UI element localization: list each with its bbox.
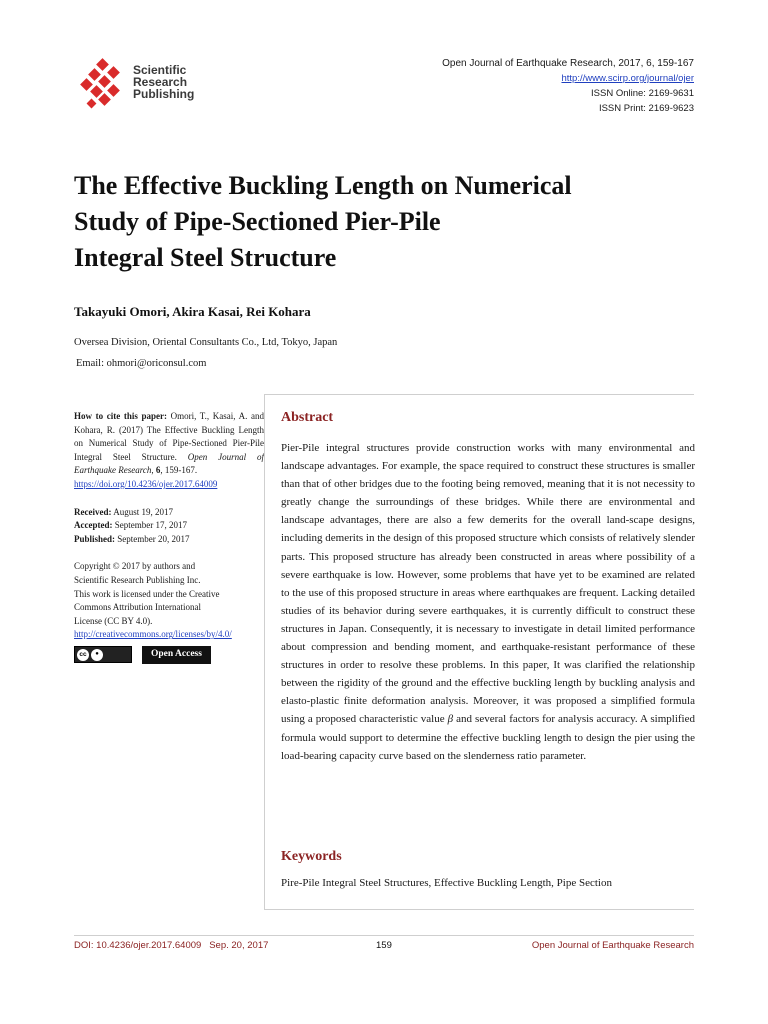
abstract-body	[281, 439, 695, 765]
issn-print: ISSN Print: 2169-9623	[598, 103, 694, 114]
cite-sep: ,	[151, 465, 156, 476]
received-date: August 19, 2017	[111, 506, 173, 517]
title-line-2: Study of Pipe-Sectioned Pier-Pile	[74, 207, 441, 236]
publisher-name	[133, 64, 194, 100]
title-line-3: Integral Steel Structure	[74, 243, 337, 272]
abstract-top-rule	[264, 394, 694, 395]
publisher-name-line-2: Research	[133, 75, 188, 89]
authors: Takayuki Omori, Akira Kasai, Rei Kohara	[74, 304, 311, 319]
license-line-3: License (CC BY 4.0).	[74, 615, 153, 626]
person-icon: ●	[91, 649, 103, 661]
publisher-name-line-1: Scientific	[133, 63, 187, 77]
badges	[74, 646, 264, 664]
journal-url-link[interactable]: http://www.scirp.org/journal/ojer	[561, 73, 694, 84]
dates	[74, 506, 264, 547]
footer-doi: DOI: 10.4236/ojer.2017.64009	[74, 940, 202, 951]
license-url-link[interactable]: http://creativecommons.org/licenses/by/4.0/	[74, 629, 232, 640]
license-line-1: This work is licensed under the Creative	[74, 588, 220, 599]
accepted-label: Accepted:	[74, 520, 113, 531]
open-access-badge: Open Access	[142, 646, 211, 664]
paper-title	[74, 168, 674, 276]
how-to-cite	[74, 410, 264, 492]
journal-meta	[442, 56, 694, 116]
keywords-heading: Keywords	[281, 849, 342, 864]
keywords-text: Pire-Pile Integral Steel Structures, Effective Buckling Length, Pipe Section	[281, 877, 612, 889]
abstract-heading: Abstract	[281, 410, 334, 425]
published-label: Published:	[74, 533, 116, 544]
cite-text: Omori, T., Kasai, A. and Kohara, R. (2017) The Effective Buckling Length on Numerical Study of Pipe-Sectioned Pier-Pile Integral Steel Structure.	[74, 411, 264, 462]
cc-icon: cc	[77, 649, 89, 661]
copyright-line-1: Copyright © 2017 by authors and	[74, 561, 196, 572]
cite-journal: Open Journal of Earthquake Research	[74, 451, 264, 476]
footer-journal: Open Journal of Earthquake Research	[531, 940, 694, 951]
cite-doi-link[interactable]: https://doi.org/10.4236/ojer.2017.64009	[74, 478, 218, 489]
received-label: Received:	[74, 506, 112, 517]
published-date: September 20, 2017	[115, 533, 190, 544]
abstract-text-1: Pier-Pile integral structures provide construction works with many environmental and landscape advantages. For example, the space required to construct these structures is smaller than that of other bridges due to the footing being removed, meaning that it is not necessity to greatly change the surroundings of these bridges. While there are environmental and landscape advantages, there are also a few demerits for the overall land-scape designs, including demerits in the design of this proposed structure which consists of relatively slender parts. This proposed structure has already been constructed in areas where possibility of a severe earthquake is low. However, some problems that have yet to be examined are related to the use of this proposed structure in areas where earthquakes are frequent. Lacking detailed studies of its behavior during severe earthquakes, it is currently difficult to construct these structures in Japan. Consequently, it is necessary to investigate in detail limited performance about compression and bending moment, and earthquake-resistant performance of these structures in order to resolve these problems. In this paper, It was clarified the relationship between the rigidity of the ground and the effective buckling length by buckling analysis and elasto-plastic finite deformation analysis. Moreover, it was proposed a simplified formula using a proposed characteristic value	[281, 442, 695, 726]
license	[74, 560, 264, 642]
accepted-date: September 17, 2017	[112, 520, 187, 531]
abstract-bottom-rule	[264, 909, 694, 910]
cite-pages: , 159-167.	[160, 465, 198, 476]
column-divider	[264, 394, 265, 910]
issn-online: ISSN Online: 2169-9631	[591, 88, 694, 99]
journal-citation: Open Journal of Earthquake Research, 2017, 6, 159-167	[442, 58, 694, 69]
license-line-2: Commons Attribution International	[74, 602, 201, 613]
copyright-line-2: Scientific Research Publishing Inc.	[74, 574, 201, 585]
cc-by-badge-icon[interactable]	[74, 646, 132, 663]
cite-volume: 6	[155, 465, 161, 476]
page-number: 159	[376, 940, 392, 951]
author-email: Email: ohmori@oriconsul.com	[76, 358, 207, 369]
footer	[74, 940, 694, 954]
footer-rule	[74, 935, 694, 936]
affiliation: Oversea Division, Oriental Consultants Co., Ltd, Tokyo, Japan	[74, 337, 338, 348]
footer-doi-date	[74, 940, 268, 951]
abstract-beta: β	[447, 713, 454, 726]
cite-label: How to cite this paper:	[74, 411, 167, 421]
sidebar	[74, 410, 264, 664]
title-line-1: The Effective Buckling Length on Numerical	[74, 171, 572, 200]
abstract-text-2: and several factors for analysis accuracy. A simplified formula would support to determine the effective buckling length to design the pier using the load-bearing capacity curve based on the slenderness ratio parameter.	[281, 713, 695, 762]
publisher-name-line-3: Publishing	[133, 87, 195, 101]
footer-date: Sep. 20, 2017	[209, 940, 269, 951]
publisher-logo-icon	[76, 56, 136, 116]
